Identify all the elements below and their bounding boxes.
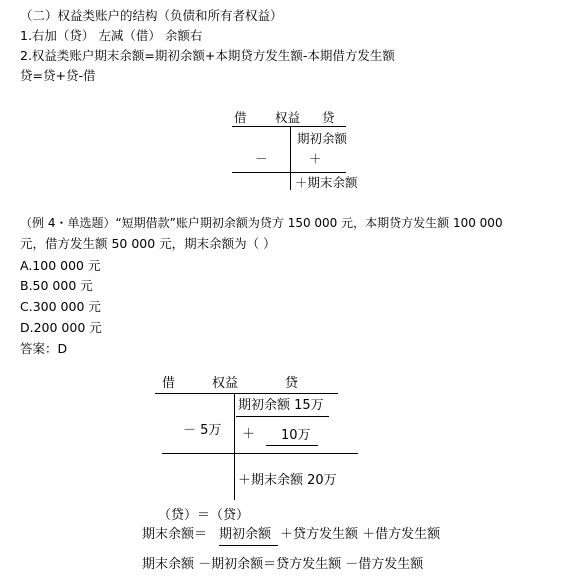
t2-top-rule <box>155 393 338 394</box>
t1-bottom-rule <box>232 172 346 173</box>
t2-credit-label: 贷 <box>285 376 299 391</box>
formula-1-lhs: 期末余额＝ <box>142 527 208 542</box>
formula-1-opening: 期初余额 <box>219 527 272 542</box>
t2-debit-label: 借 <box>162 376 176 391</box>
option-a: A.100 000 元 <box>20 258 101 273</box>
t2-closing-balance: ＋期末余额 20万 <box>238 473 337 488</box>
question-line-2: 元，借方发生额 50 000 元，期末余额为（ ） <box>20 236 276 251</box>
option-d: D.200 000 元 <box>20 320 102 335</box>
option-b: B.50 000 元 <box>20 278 93 293</box>
t1-debit-label: 借 <box>234 110 247 125</box>
answer: 答案：D <box>20 341 68 356</box>
t2-title: 权益 <box>212 376 239 391</box>
option-c: C.300 000 元 <box>20 299 101 314</box>
formula-1-underline <box>219 545 278 546</box>
t1-title: 权益 <box>275 110 301 125</box>
t1-plus: ＋ <box>309 151 322 166</box>
t2-bottom-rule <box>162 453 358 454</box>
t1-minus: － <box>255 151 268 166</box>
rule-line-3: 贷=贷+贷-借 <box>20 68 96 83</box>
t1-credit-label: 贷 <box>322 110 335 125</box>
t1-center-rule <box>290 126 291 190</box>
rule-line-1: 1.右加（贷） 左减（借） 余额右 <box>20 28 203 43</box>
t1-closing-balance: ＋期末余额 <box>295 175 358 190</box>
t2-credit-underline <box>266 445 318 446</box>
t1-top-rule <box>232 126 346 127</box>
t2-credit-amount: 10万 <box>281 428 311 443</box>
t2-opening-underline <box>236 416 329 417</box>
formula-header: （贷）＝（贷） <box>158 508 250 523</box>
t2-plus: ＋ <box>242 427 256 442</box>
formula-2: 期末余额 －期初余额＝贷方发生额 －借方发生额 <box>142 557 424 572</box>
question-line-1: （例 4・单选题）“短期借款”账户期初余额为贷方 150 000 元，本期贷方发生额 100 000 <box>20 216 503 230</box>
t2-debit-amount: － 5万 <box>183 423 222 438</box>
t2-center-rule <box>234 393 235 500</box>
rule-line-2: 2.权益类账户期末余额=期初余额+本期贷方发生额-本期借方发生额 <box>20 48 395 63</box>
formula-1-rhs: ＋贷方发生额 ＋借方发生额 <box>280 527 441 542</box>
t1-opening-balance: 期初余额 <box>297 131 348 146</box>
section-title: （二）权益类账户的结构（负债和所有者权益） <box>20 8 283 23</box>
t2-opening-balance: 期初余额 15万 <box>238 398 324 413</box>
